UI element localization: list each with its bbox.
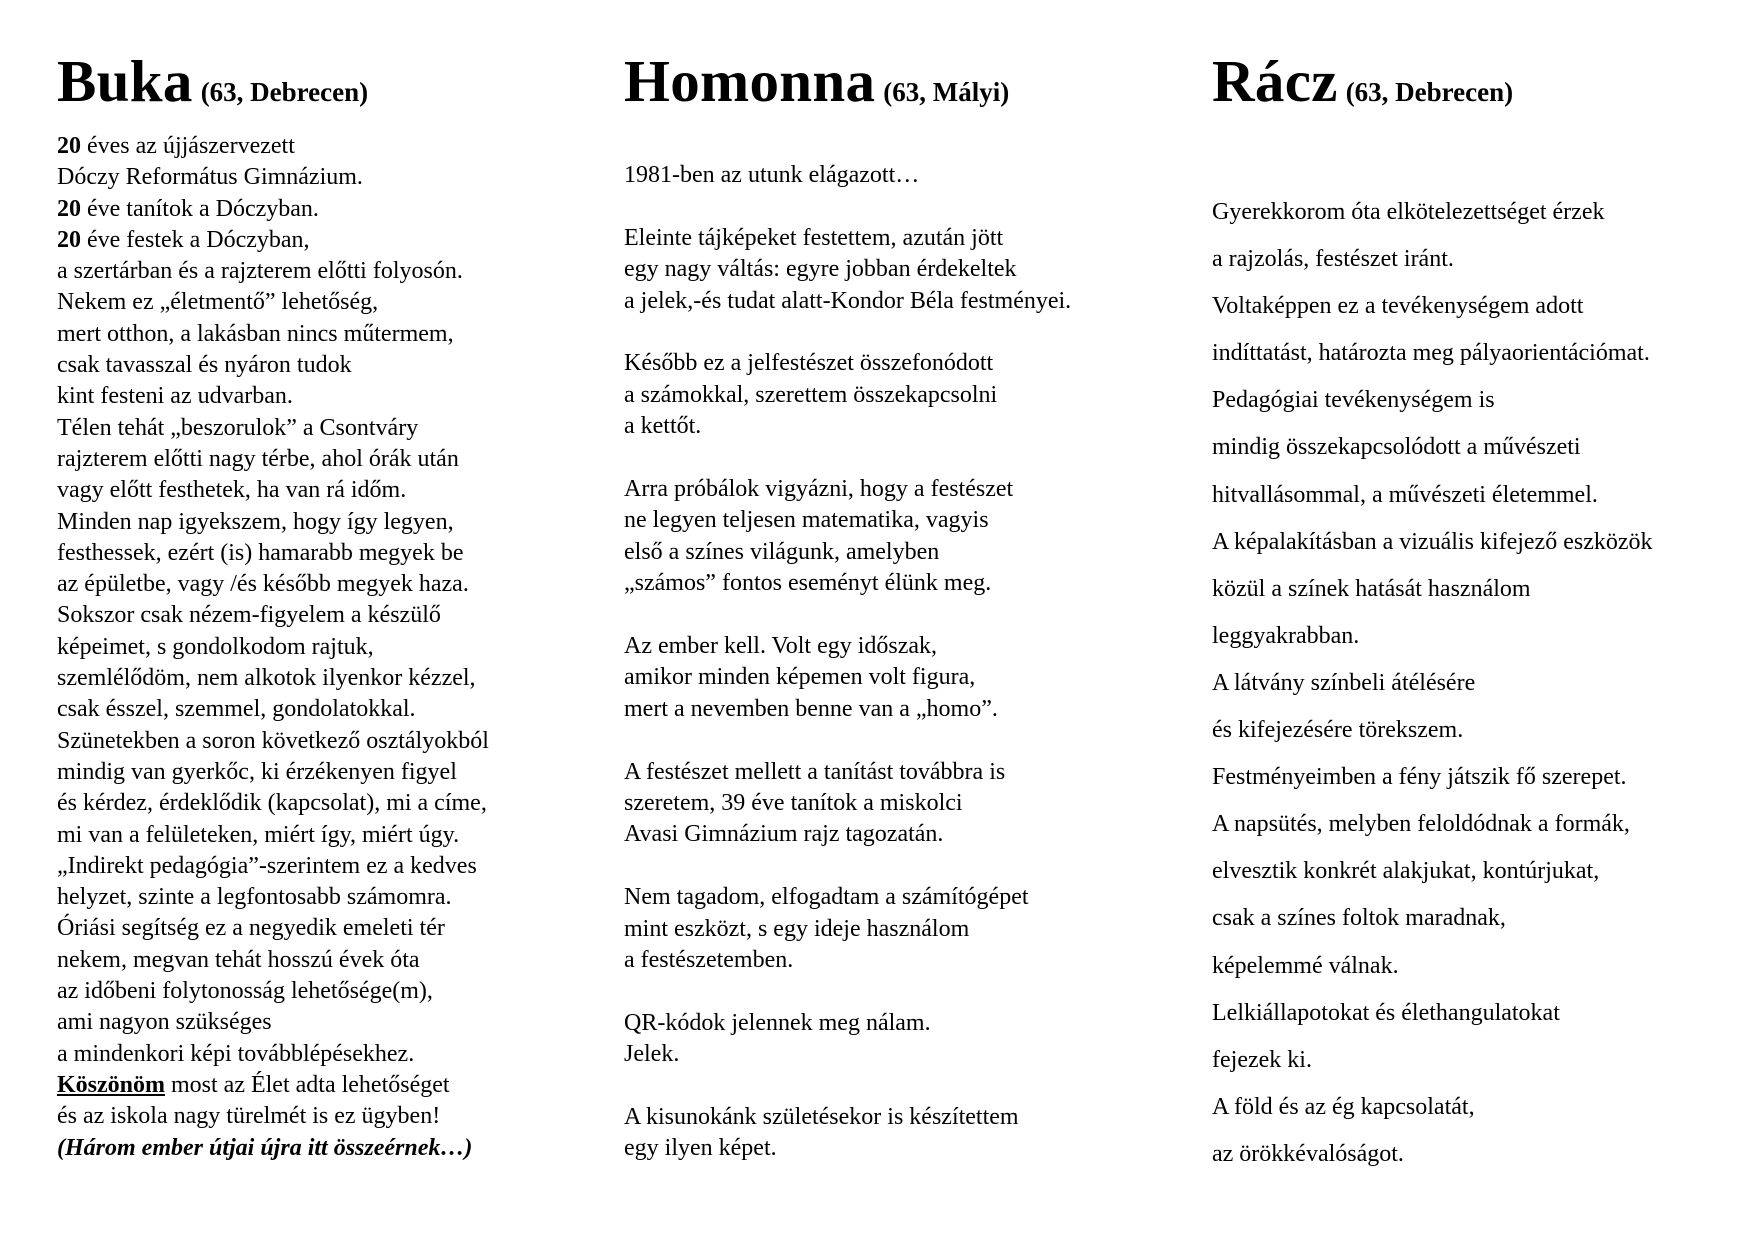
text-line — [57, 1133, 557, 1164]
text-line — [57, 225, 557, 256]
text-line — [57, 1101, 557, 1132]
blank-line — [624, 725, 1134, 756]
text-segment: éve tanítok a Dóczyban. — [81, 195, 319, 222]
text-segment: Sokszor csak nézem-figyelem a készülő — [57, 602, 441, 629]
artist-statement — [624, 160, 1134, 1165]
text-segment: elvesztik konkrét alakjukat, kontúrjukat, — [1212, 858, 1600, 885]
text-line — [57, 726, 557, 757]
text-segment: Festményeimben a fény játszik fő szerepet. — [1212, 764, 1627, 791]
text-line — [1212, 283, 1747, 330]
text-line — [57, 945, 557, 976]
text-line — [624, 568, 1134, 599]
text-line — [1212, 1037, 1747, 1084]
text-segment: az épületbe, vagy /és később megyek haza. — [57, 571, 469, 598]
text-segment: Minden nap igyekszem, hogy így legyen, — [57, 508, 454, 535]
text-line — [1212, 895, 1747, 942]
text-segment: szeretem, 39 éve tanítok a miskolci — [624, 790, 963, 817]
text-line — [57, 194, 557, 225]
text-line — [624, 882, 1134, 913]
text-segment: ami nagyon szükséges — [57, 1009, 272, 1036]
text-line — [57, 913, 557, 944]
column-racz — [1212, 48, 1747, 1178]
text-segment: festhessek, ezért (is) hamarabb megyek be — [57, 539, 464, 566]
text-segment: mert a nevemben benne van a „homo”. — [624, 695, 998, 722]
text-segment: Az ember kell. Volt egy időszak, — [624, 633, 938, 660]
artist-age-city: (63, Debrecen) — [200, 77, 369, 107]
text-segment: közül a színek hatását használom — [1212, 575, 1531, 602]
text-line — [57, 882, 557, 913]
text-line — [57, 287, 557, 318]
text-line — [1212, 754, 1747, 801]
text-line — [624, 474, 1134, 505]
text-line — [624, 160, 1134, 191]
text-line — [57, 131, 557, 162]
text-line — [624, 819, 1134, 850]
text-segment: Köszönöm — [57, 1071, 165, 1098]
artist-age-city: (63, Mályi) — [883, 77, 1010, 107]
text-segment: Dóczy Református Gimnázium. — [57, 164, 363, 191]
text-segment: a rajzolás, festészet iránt. — [1212, 246, 1454, 273]
text-segment: vagy előtt festhetek, ha van rá időm. — [57, 477, 407, 504]
text-segment: Nekem ez „életmentő” lehetőség, — [57, 289, 379, 316]
text-segment: 20 — [57, 133, 81, 159]
text-segment: ne legyen teljesen matematika, vagyis — [624, 507, 989, 534]
text-line — [1212, 1084, 1747, 1131]
text-segment: Avasi Gimnázium rajz tagozatán. — [624, 821, 944, 848]
text-line — [57, 475, 557, 506]
text-segment: Pedagógiai tevékenységem is — [1212, 387, 1495, 414]
text-segment: QR-kódok jelennek meg nálam. — [624, 1009, 931, 1036]
text-line — [624, 945, 1134, 976]
blank-line — [624, 191, 1134, 222]
blank-line — [624, 1071, 1134, 1102]
text-segment: mi van a felületeken, miért így, miért úgy. — [57, 821, 460, 848]
text-line — [624, 411, 1134, 442]
text-segment: A kisunokánk születésekor is készítettem — [624, 1104, 1019, 1131]
text-segment: A látvány színbeli átélésére — [1212, 669, 1476, 696]
blank-line — [624, 317, 1134, 348]
text-line — [624, 286, 1134, 317]
text-line — [57, 507, 557, 538]
text-segment: a számokkal, szerettem összekapcsolni — [624, 381, 998, 408]
artist-heading — [57, 48, 557, 114]
text-segment: mert otthon, a lakásban nincs műtermem, — [57, 320, 454, 347]
text-segment: egy ilyen képet. — [624, 1135, 777, 1162]
text-segment: éve festek a Dóczyban, — [81, 226, 310, 253]
text-line — [57, 350, 557, 381]
text-segment: képeimet, s gondolkodom rajtuk, — [57, 633, 374, 660]
artist-heading — [624, 48, 1134, 114]
text-segment: a festészetemben. — [624, 947, 794, 974]
text-segment: Gyerekkorom óta elkötelezettséget érzek — [1212, 199, 1605, 225]
text-segment: 20 — [57, 195, 81, 222]
text-line — [624, 1133, 1134, 1164]
text-segment: 1981-ben az utunk elágazott… — [624, 162, 920, 188]
text-segment: mindig van gyerkőc, ki érzékenyen figyel — [57, 758, 457, 785]
column-buka — [57, 48, 557, 1164]
text-line — [624, 1039, 1134, 1070]
text-segment: Óriási segítség ez a negyedik emeleti tér — [57, 915, 445, 942]
text-line — [1212, 472, 1747, 519]
text-line — [57, 663, 557, 694]
text-line — [57, 569, 557, 600]
text-line — [1212, 613, 1747, 660]
text-segment: A képalakításban a vizuális kifejező eszközök — [1212, 528, 1653, 555]
text-segment: csak tavasszal és nyáron tudok — [57, 352, 352, 379]
blank-line — [624, 600, 1134, 631]
text-line — [624, 505, 1134, 536]
artist-statement — [57, 131, 557, 1164]
text-segment: Voltaképpen ez a tevékenységem adott — [1212, 293, 1584, 320]
text-segment: helyzet, szinte a legfontosabb számomra. — [57, 884, 452, 911]
text-segment: A föld és az ég kapcsolatát, — [1212, 1093, 1475, 1120]
text-line — [624, 914, 1134, 945]
blank-line — [624, 443, 1134, 474]
artist-statement — [1212, 189, 1747, 1178]
text-line — [1212, 330, 1747, 377]
text-line — [57, 381, 557, 412]
text-line — [57, 632, 557, 663]
text-segment: Szünetekben a soron következő osztályokból — [57, 727, 489, 754]
text-segment: leggyakrabban. — [1212, 622, 1360, 649]
text-line — [1212, 189, 1747, 236]
text-line — [624, 631, 1134, 662]
text-line — [1212, 236, 1747, 283]
text-segment: (Három ember útjai újra itt összeérnek…) — [57, 1134, 473, 1161]
text-line — [1212, 801, 1747, 848]
text-segment: kint festeni az udvarban. — [57, 383, 293, 410]
text-line — [624, 1008, 1134, 1039]
text-segment: a jelek,-és tudat alatt-Kondor Béla festményei. — [624, 287, 1072, 314]
text-line — [57, 1007, 557, 1038]
text-line — [1212, 377, 1747, 424]
text-line — [57, 413, 557, 444]
text-segment: „számos” fontos eseményt élünk meg. — [624, 570, 992, 597]
text-segment: hitvallásommal, a művészeti életemmel. — [1212, 481, 1598, 508]
text-line — [1212, 943, 1747, 990]
text-line — [57, 851, 557, 882]
text-segment: „Indirekt pedagógia”-szerintem ez a kedves — [57, 852, 477, 879]
text-segment: indíttatást, határozta meg pályaorientációmat. — [1212, 340, 1650, 367]
text-line — [57, 444, 557, 475]
artist-name: Homonna — [624, 48, 876, 114]
text-segment: most az Élet adta lehetőséget — [165, 1071, 450, 1098]
text-line — [57, 976, 557, 1007]
text-segment: Télen tehát „beszorulok” a Csontváry — [57, 414, 419, 441]
text-line — [624, 788, 1134, 819]
blank-line — [624, 851, 1134, 882]
text-line — [1212, 990, 1747, 1037]
blank-line — [624, 976, 1134, 1007]
text-line — [57, 600, 557, 631]
text-line — [57, 162, 557, 193]
text-segment: Később ez a jelfestészet összefonódott — [624, 350, 994, 377]
artist-name: Rácz — [1212, 48, 1338, 114]
artist-name: Buka — [57, 48, 193, 114]
text-line — [57, 694, 557, 725]
text-segment: a szertárban és a rajzterem előtti folyosón. — [57, 258, 463, 285]
text-line — [624, 1102, 1134, 1133]
text-line — [57, 319, 557, 350]
text-line — [57, 757, 557, 788]
text-segment: A festészet mellett a tanítást továbbra is — [624, 758, 1006, 785]
text-segment: a mindenkori képi továbblépésekhez. — [57, 1040, 415, 1067]
text-segment: Eleinte tájképeket festettem, azután jött — [624, 224, 1004, 251]
text-line — [1212, 848, 1747, 895]
text-line — [57, 1039, 557, 1070]
text-segment: és az iskola nagy türelmét is ez ügyben! — [57, 1103, 441, 1130]
text-segment: az örökkévalóságot. — [1212, 1140, 1404, 1167]
text-segment: amikor minden képemen volt figura, — [624, 664, 976, 691]
text-segment: Lelkiállapotokat és élethangulatokat — [1212, 999, 1560, 1026]
text-line — [624, 662, 1134, 693]
text-line — [1212, 660, 1747, 707]
text-segment: a kettőt. — [624, 413, 702, 440]
text-segment: A napsütés, melyben feloldódnak a formák, — [1212, 811, 1630, 838]
text-line — [624, 537, 1134, 568]
text-segment: Arra próbálok vigyázni, hogy a festészet — [624, 476, 1014, 503]
text-segment: egy nagy váltás: egyre jobban érdekeltek — [624, 256, 1017, 283]
text-segment: mindig összekapcsolódott a művészeti — [1212, 434, 1581, 461]
text-line — [624, 694, 1134, 725]
text-segment: rajzterem előtti nagy térbe, ahol órák után — [57, 445, 459, 472]
text-line — [57, 538, 557, 569]
text-segment: és kifejezésére törekszem. — [1212, 717, 1464, 744]
column-homonna — [624, 48, 1134, 1165]
text-segment: fejezek ki. — [1212, 1046, 1312, 1073]
text-segment: csak ésszel, szemmel, gondolatokkal. — [57, 696, 416, 723]
text-segment: szemlélődöm, nem alkotok ilyenkor kézzel, — [57, 665, 476, 692]
text-segment: Nem tagadom, elfogadtam a számítógépet — [624, 884, 1029, 911]
text-segment: csak a színes foltok maradnak, — [1212, 905, 1506, 932]
text-segment: 20 — [57, 226, 81, 253]
text-line — [1212, 424, 1747, 471]
text-line — [624, 223, 1134, 254]
text-line — [57, 256, 557, 287]
text-segment: Jelek. — [624, 1041, 680, 1068]
text-line — [57, 820, 557, 851]
text-line — [624, 757, 1134, 788]
text-segment: és kérdez, érdeklődik (kapcsolat), mi a címe, — [57, 790, 487, 817]
text-line — [1212, 566, 1747, 613]
artist-heading — [1212, 48, 1747, 114]
text-line — [624, 254, 1134, 285]
text-segment: nekem, megvan tehát hosszú évek óta — [57, 946, 420, 973]
text-line — [1212, 707, 1747, 754]
text-segment: az időbeni folytonosság lehetősége(m), — [57, 978, 433, 1005]
text-line — [624, 348, 1134, 379]
text-segment: mint eszközt, s egy ideje használom — [624, 915, 970, 942]
text-line — [624, 380, 1134, 411]
text-line — [57, 788, 557, 819]
text-line — [1212, 1131, 1747, 1178]
text-segment: képelemmé válnak. — [1212, 952, 1399, 979]
text-segment: első a színes világunk, amelyben — [624, 538, 940, 565]
text-segment: éves az újjászervezett — [81, 133, 295, 159]
artist-age-city: (63, Debrecen) — [1345, 77, 1514, 107]
text-line — [57, 1070, 557, 1101]
text-line — [1212, 519, 1747, 566]
